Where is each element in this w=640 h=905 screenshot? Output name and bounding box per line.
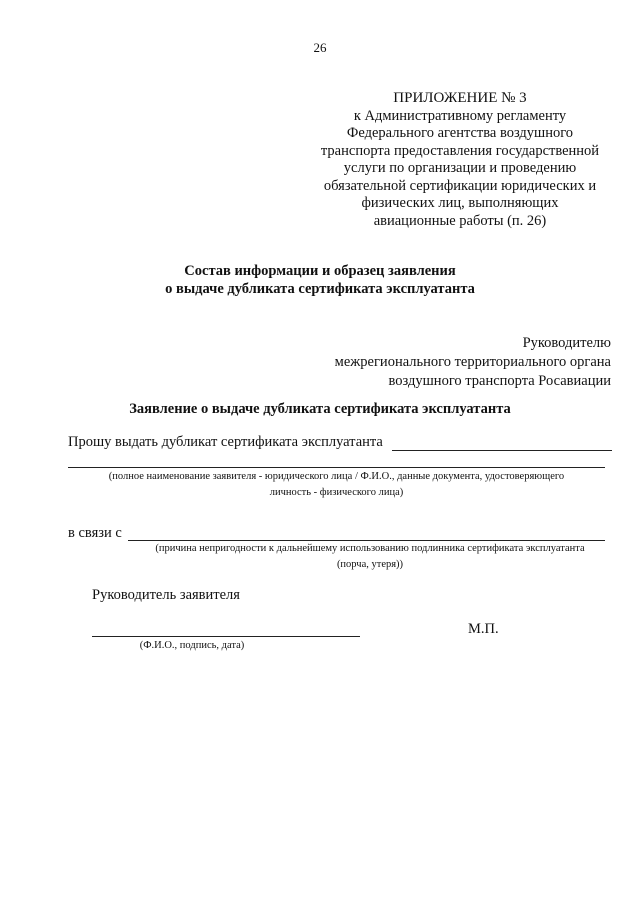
- appendix-block: [300, 90, 620, 230]
- reason-caption: [120, 541, 620, 573]
- appendix-line: обязательной сертификации юридических и: [323, 177, 597, 194]
- applicant-caption: [68, 469, 605, 501]
- document-title-line: о выдаче дубликата сертификата эксплуатанта: [165, 281, 475, 297]
- application-title: Заявление о выдаче дубликата сертификата эксплуатанта: [129, 401, 511, 417]
- appendix-heading: ПРИЛОЖЕНИЕ № 3: [393, 90, 527, 106]
- applicant-field-line[interactable]: [68, 467, 605, 468]
- document-title-line: Состав информации и образец заявления: [184, 263, 456, 279]
- reason-caption-line: (порча, утеря)): [336, 559, 404, 570]
- addressee-line: межрегионального территориального органа: [334, 354, 611, 370]
- applicant-caption-line: личность - физического лица): [269, 487, 404, 498]
- reason-label: в связи с: [68, 525, 122, 541]
- addressee-block: [335, 334, 611, 391]
- request-text: Прошу выдать дубликат сертификата эксплуатанта: [68, 434, 383, 450]
- appendix-line: услуги по организации и проведению: [343, 160, 577, 176]
- signature-field-line[interactable]: [92, 636, 360, 637]
- seal-label: М.П.: [468, 621, 499, 637]
- appendix-line: физических лиц, выполняющих: [361, 195, 559, 211]
- head-label: Руководитель заявителя: [92, 587, 240, 603]
- certificate-field-line[interactable]: [392, 450, 612, 451]
- page-number: 26: [313, 40, 327, 55]
- applicant-caption-line: (полное наименование заявителя - юридического лица / Ф.И.О., данные документа, удостоверяющего: [108, 471, 565, 482]
- addressee-line: воздушного транспорта Росавиации: [388, 373, 611, 389]
- appendix-line: к Административному регламенту: [353, 107, 567, 124]
- document-title: [0, 262, 640, 298]
- signature-caption: (Ф.И.О., подпись, дата): [139, 640, 245, 651]
- reason-caption-line: (причина непригодности к дальнейшему использованию подлинника сертификата эксплуатанта: [155, 543, 585, 554]
- addressee-line: Руководителю: [522, 335, 611, 351]
- appendix-line: Федерального агентства воздушного: [346, 125, 574, 141]
- appendix-line: авиационные работы (п. 26): [373, 212, 547, 229]
- appendix-line: транспорта предоставления государственной: [320, 142, 600, 159]
